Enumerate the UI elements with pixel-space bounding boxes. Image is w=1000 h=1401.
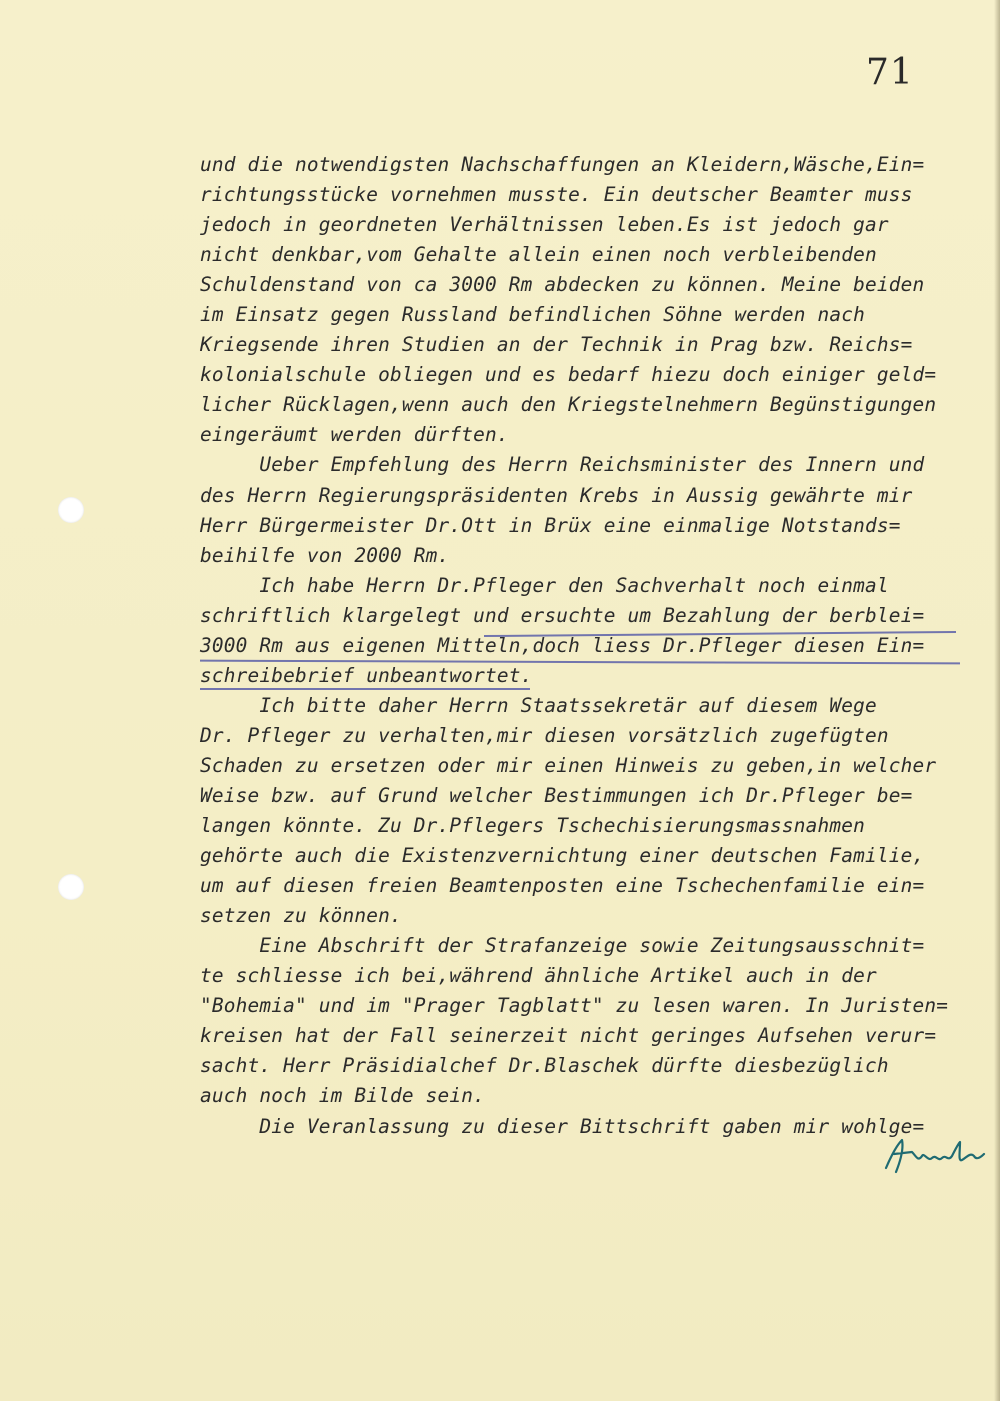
punch-hole (58, 497, 84, 523)
text-line: langen könnte. Zu Dr.Pflegers Tschechisierungsmassnahmen (200, 814, 865, 838)
text-line: gehörte auch die Existenzvernichtung einer deutschen Familie, (200, 844, 925, 868)
text-line: kreisen hat der Fall seinerzeit nicht geringes Aufsehen verur= (200, 1024, 937, 1048)
text-line: jedoch in geordneten Verhältnissen leben.Es ist jedoch gar (200, 213, 889, 237)
text-line: schriftlich klargelegt und ersuchte um Bezahlung der berblei= (200, 603, 925, 627)
text-line: Schuldenstand von ca 3000 Rm abdecken zu können. Meine beiden (200, 273, 925, 297)
text-line: Schaden zu ersetzen oder mir einen Hinweis zu geben,in welcher (200, 753, 937, 777)
text-line: Kriegsende ihren Studien an der Technik in Prag bzw. Reichs= (200, 333, 913, 357)
pencil-underline (200, 688, 530, 690)
text-line: Die Veranlassung zu dieser Bittschrift gaben mir wohlge= (200, 1114, 925, 1138)
text-line: des Herrn Regierungspräsidenten Krebs in Aussig gewährte mir (200, 483, 913, 507)
text-line: "Bohemia" und im "Prager Tagblatt" zu lesen waren. In Juristen= (200, 994, 949, 1018)
text-line: beihilfe von 2000 Rm. (200, 543, 450, 567)
text-line: setzen zu können. (200, 904, 402, 928)
text-line: eingeräumt werden dürften. (200, 423, 509, 447)
text-line: Weise bzw. auf Grund welcher Bestimmungen ich Dr.Pfleger be= (200, 783, 913, 807)
letter-body (200, 150, 975, 1142)
text-line: Ueber Empfehlung des Herrn Reichsminister des Innern und (200, 453, 925, 477)
text-line: Eine Abschrift der Strafanzeige sowie Zeitungsausschnit= (200, 934, 925, 958)
text-line: Ich bitte daher Herrn Staatssekretär auf diesem Wege (200, 693, 877, 717)
text-line: um auf diesen freien Beamtenposten eine Tschechenfamilie ein= (200, 874, 925, 898)
text-line: kolonialschule obliegen und es bedarf hiezu doch einiger geld= (200, 363, 937, 387)
text-line: te schliesse ich bei,während ähnliche Artikel auch in der (200, 964, 877, 988)
text-line: licher Rücklagen,wenn auch den Kriegstelnehmern Begünstigungen (200, 393, 937, 417)
text-line: nicht denkbar,vom Gehalte allein einen noch verbleibenden (200, 243, 877, 267)
text-line: schreibebrief unbeantwortet. (200, 663, 533, 687)
text-line: 3000 Rm aus eigenen Mitteln,doch liess Dr.Pfleger diesen Ein= (200, 633, 925, 657)
text-line: im Einsatz gegen Russland befindlichen Söhne werden nach (200, 303, 865, 327)
text-line: richtungsstücke vornehmen musste. Ein deutscher Beamter muss (200, 183, 913, 207)
page-number: 71 (866, 52, 914, 93)
handwritten-signature (878, 1132, 988, 1180)
text-line: und die notwendigsten Nachschaffungen an Kleidern,Wäsche,Ein= (200, 153, 925, 176)
page-edge-shadow (994, 0, 1000, 1401)
text-line: Ich habe Herrn Dr.Pfleger den Sachverhalt noch einmal (200, 573, 889, 597)
text-line: auch noch im Bilde sein. (200, 1084, 485, 1108)
text-line: Herr Bürgermeister Dr.Ott in Brüx eine einmalige Notstands= (200, 513, 901, 537)
text-line: sacht. Herr Präsidialchef Dr.Blaschek dürfte diesbezüglich (200, 1054, 889, 1078)
punch-hole (58, 874, 84, 900)
text-line: Dr. Pfleger zu verhalten,mir diesen vorsätzlich zugefügten (200, 723, 889, 747)
